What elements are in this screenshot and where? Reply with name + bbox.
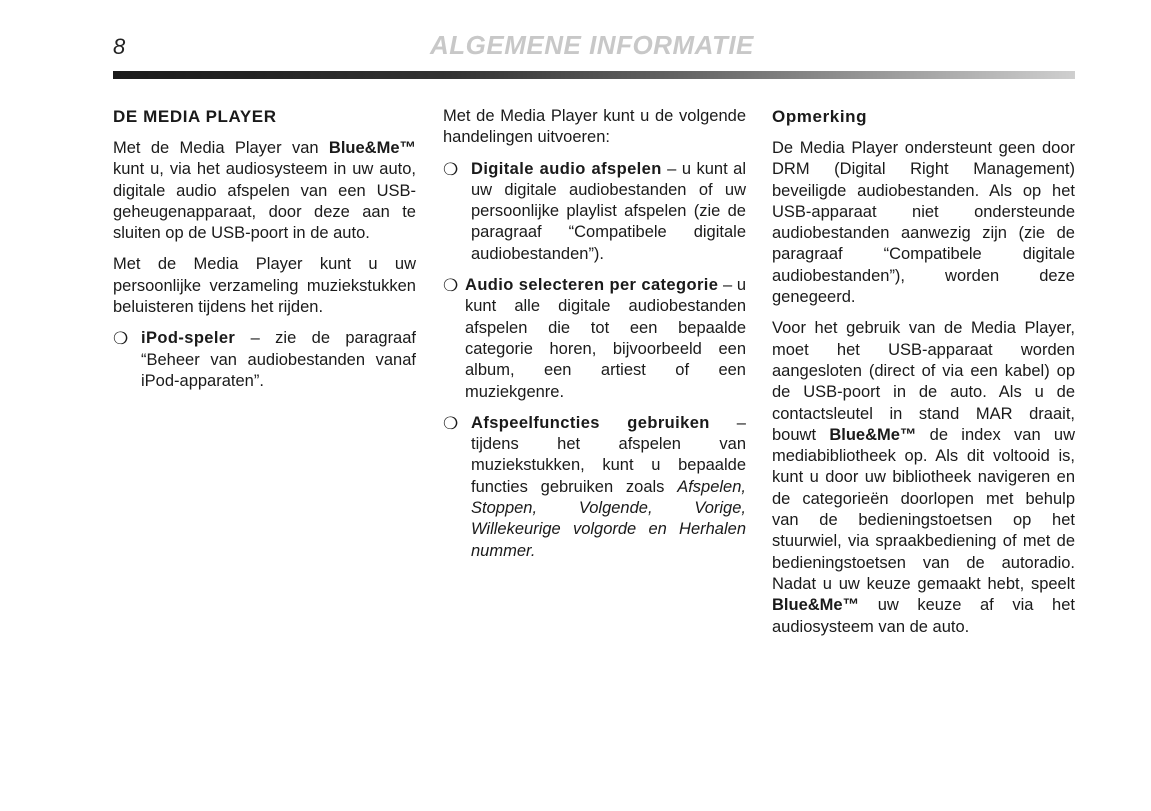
list-item-category: [443, 275, 746, 403]
text: Voor het gebruik van de Media Player, moet het USB-apparaat worden aangesloten (direct of via een kabel) op de USB-poort in de auto. Als u de contactsleutel in stand MAR draait, bouwt: [772, 319, 1075, 444]
running-head: ALGEMENE INFORMATIE: [430, 30, 754, 60]
text: de index van uw mediabibliotheek op. Als dit voltooid is, kunt u door uw bibliotheek navigeren en de categorieën doorlopen met behulp van de bedieningstoetsen op het stuurwiel, via spraakbediening of met de bedieningstoetsen van de autoradio. Nadat u uw keuze gemaakt hebt, speelt: [772, 425, 1075, 593]
paragraph-usage: [772, 318, 1075, 637]
header-rule: [113, 71, 1075, 79]
brand-name: Blue&Me™: [829, 425, 917, 444]
item-text: – tijdens het afspelen van muziekstukken, kunt u bepaalde functies gebruiken zoals: [471, 413, 746, 496]
paragraph: Met de Media Player kunt u uw persoonlijke verzameling muziekstukken beluisteren tijdens het rijden.: [113, 255, 416, 317]
item-heading: Audio selecteren per categorie: [465, 276, 719, 295]
item-text: – u kunt alle digitale audiobestanden afspelen die tot een bepaalde categorie horen, bijvoorbeeld een album, een artiest of een muziekgenre.: [465, 276, 746, 401]
bullet-circle-icon: ❍: [443, 276, 459, 296]
item-text: – zie de paragraaf “Beheer van audiobestanden vanaf iPod-apparaten”.: [141, 329, 416, 390]
bullet-circle-icon: ❍: [443, 413, 459, 433]
column-3: [772, 106, 1075, 648]
list-item-ipod: [113, 328, 416, 392]
list-item-playback-functions: [443, 413, 746, 562]
note-heading: Opmerking: [772, 107, 868, 126]
bullet-circle-icon: ❍: [113, 329, 129, 349]
brand-name: Blue&Me™: [772, 596, 860, 615]
column-1: [113, 106, 416, 402]
item-heading: iPod-speler: [141, 329, 236, 348]
item-heading: Digitale audio afspelen: [471, 159, 662, 178]
item-text: – u kunt al uw digitale audiobestanden of uw persoonlijke playlist afspelen (zie de paragraaf “Compatibele digitale audiobestanden”).: [471, 159, 746, 263]
column-2: [443, 106, 746, 572]
page-number: 8: [113, 34, 126, 59]
section-heading: DE MEDIA PLAYER: [113, 107, 277, 126]
item-italic-text: Afspelen, Stoppen, Volgende, Vorige, Willekeurige volgorde en Herhalen nummer.: [471, 477, 746, 560]
paragraph-drm: De Media Player ondersteunt geen door DRM (Digital Right Management) beveiligde audiobestanden. Als op het USB-apparaat niet ondersteunde audiobestanden aanwezig zijn (zie de paragraaf “Compatibele digitale audiobestanden”), worden deze genegeerd.: [772, 139, 1075, 307]
text: kunt u, via het audiosysteem in uw auto, digitale audio afspelen van een USB-geheugenapparaat, door deze aan te sluiten op de USB-poort in de auto.: [113, 160, 416, 243]
item-heading: Afspeelfuncties gebruiken: [471, 413, 710, 432]
text: Met de Media Player van: [113, 139, 329, 157]
text: uw keuze af via het audiosysteem van de auto.: [772, 596, 1075, 636]
list-item-digital-audio: [443, 159, 746, 265]
paragraph-intro: Met de Media Player kunt u de volgende handelingen uitvoeren:: [443, 107, 746, 147]
paragraph-intro: [113, 138, 416, 244]
brand-name: Blue&Me™: [328, 139, 416, 157]
bullet-circle-icon: ❍: [443, 159, 459, 179]
